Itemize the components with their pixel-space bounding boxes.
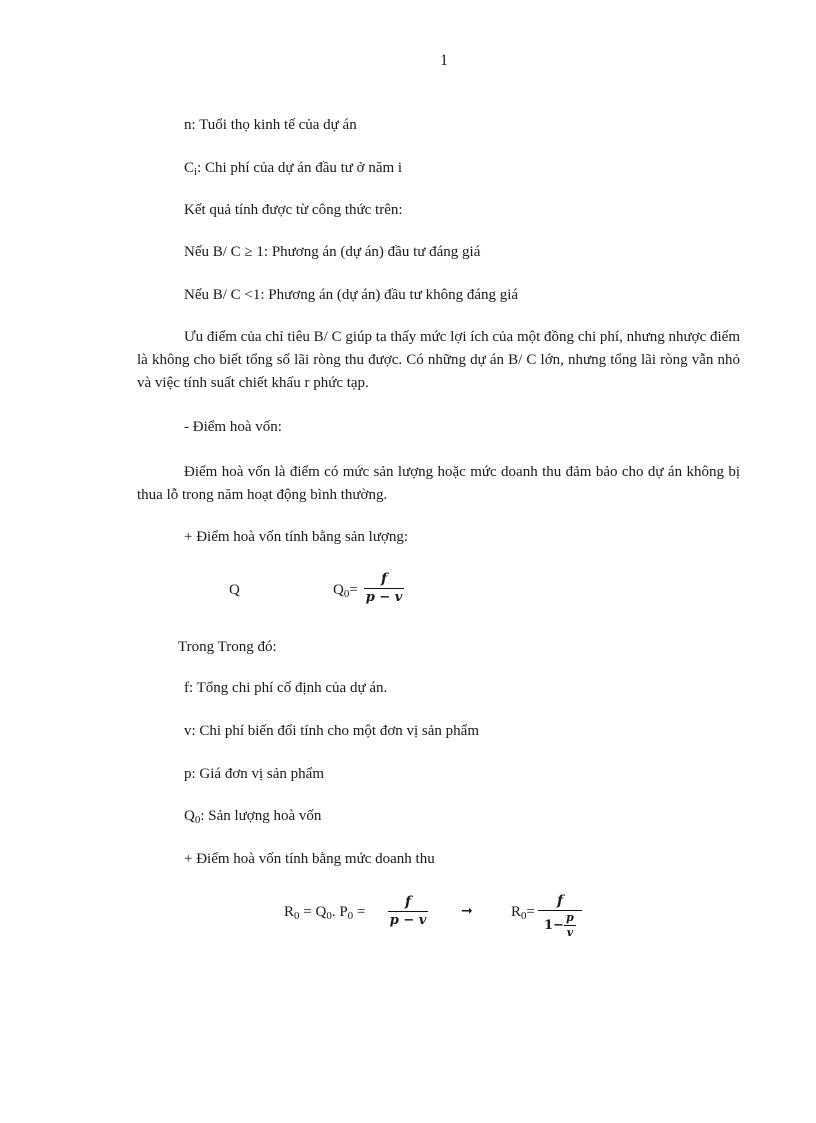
q0-fraction-denominator: p − v [365, 590, 403, 605]
q0-fraction [364, 571, 404, 606]
mini-fraction: $\frac{p}{v}$ [564, 912, 576, 939]
q0-fraction-numerator: f [380, 571, 388, 587]
advantage-text: Ưu điểm của chỉ tiêu B/ C giúp ta thấy mức lợi ích của một đồng chi phí, nhưng nhược điểm là không cho biết tổng số lãi ròng thu được. Có những dự án B/ C lớn, nhưng tổng lãi ròng vẫn nhỏ và việc tính suất chiết khấu r phức tạp. [137, 329, 740, 391]
q0-definition: $Q_0$: Sản lượng hoà vốn [184, 808, 322, 826]
bc-ge-one: Nếu B/ C ≥ 1: Phương án (dự án) đầu tư đáng giá [184, 244, 481, 260]
v-definition: v: Chi phí biến đổi tính cho một đơn vị sản phẩm [184, 723, 479, 739]
breakeven-by-revenue: + Điểm hoà vốn tính bằng mức doanh thu [184, 851, 435, 867]
ci-text: : Chi phí của dự án đầu tư ở năm i [197, 160, 403, 176]
breakeven-by-output: + Điểm hoà vốn tính bằng sản lượng: [184, 529, 409, 545]
r0-rhs-denominator: 1− $\frac{p}{v}$ [538, 912, 582, 939]
p-definition: p: Giá đơn vị sản phẩm [184, 766, 324, 782]
result-intro: Kết quả tính được từ công thức trên: [184, 202, 403, 218]
arrow-icon: ➞ [461, 903, 473, 919]
r0-fraction-numerator: f [404, 894, 412, 910]
q0-formula-lhs: $Q_0=$ [333, 582, 358, 600]
q-label: Q [229, 582, 240, 598]
page-number: 1 [440, 52, 448, 69]
advantage-paragraph [137, 326, 740, 395]
r0-fraction [388, 894, 428, 929]
breakeven-text: Điểm hoà vốn là điểm có mức sản lượng hoặc mức doanh thu đảm bảo cho dự án không bị thua lỗ trong năm hoạt động bình thường. [137, 464, 740, 503]
r0-rhs-fraction [538, 893, 582, 939]
r0-formula-lhs: $R_0 = Q_0$. $P_0$ = [284, 904, 366, 922]
n-definition: n: Tuổi thọ kinh tế của dự án [184, 117, 357, 133]
r0-rhs-numerator: f [556, 893, 564, 909]
ci-subscript: i [194, 166, 198, 178]
breakeven-paragraph [137, 461, 740, 507]
ci-definition [184, 159, 402, 177]
breakeven-heading: - Điểm hoà vốn: [184, 419, 282, 435]
r0-fraction-denominator: p − v [389, 913, 427, 928]
bc-lt-one: Nếu B/ C <1: Phương án (dự án) đầu tư không đáng giá [184, 287, 519, 303]
r0-formula-rhs-lhs: $R_0=$ [511, 904, 535, 922]
trong-do: Trong Trong đó: [178, 639, 277, 655]
ci-symbol: C [184, 160, 195, 176]
f-definition: f: Tổng chi phí cố định của dự án. [184, 680, 388, 696]
